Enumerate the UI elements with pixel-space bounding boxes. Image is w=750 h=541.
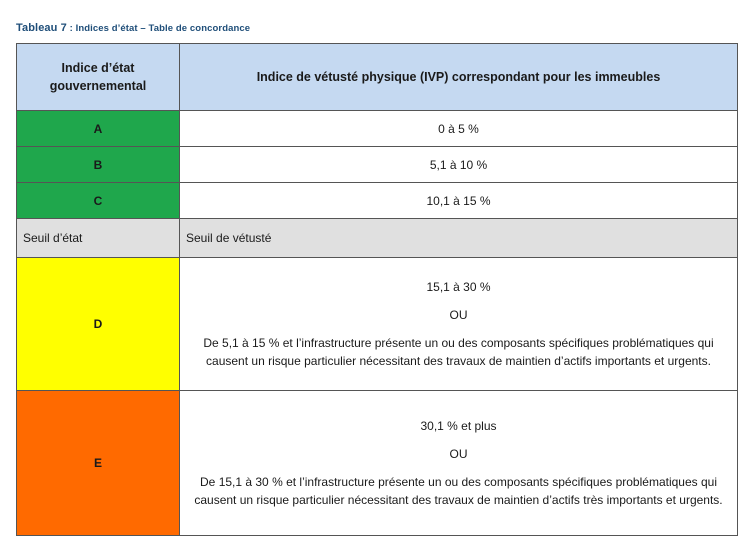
value-e-cell [180, 391, 738, 536]
grade-a-cell: A [17, 111, 180, 147]
table-row-c [17, 183, 738, 219]
value-c-cell: 10,1 à 15 % [180, 183, 738, 219]
grade-c-cell: C [17, 183, 180, 219]
threshold-state-cell: Seuil d’état [17, 219, 180, 258]
caption-separator: : [66, 23, 76, 34]
value-b-cell: 5,1 à 10 % [180, 147, 738, 183]
table-caption [16, 22, 250, 34]
table-row-b [17, 147, 738, 183]
table-row-e [17, 391, 738, 536]
d-or: OU [449, 308, 468, 322]
e-detail: De 15,1 à 30 % et l’infrastructure présente un ou des composants spécifiques problématiques qui causent un risque particulier nécessitant des travaux de maintien d’actifs très importants et urgents. [194, 475, 723, 507]
table-row-d [17, 258, 738, 391]
e-range: 30,1 % et plus [420, 419, 497, 433]
e-or: OU [449, 447, 468, 461]
d-range: 15,1 à 30 % [426, 280, 491, 294]
caption-label: Tableau 7 [16, 22, 67, 34]
grade-b-cell: B [17, 147, 180, 183]
header-row [17, 44, 738, 111]
table-row-a [17, 111, 738, 147]
grade-e-cell: E [17, 391, 180, 536]
caption-title: Indices d’état – Table de concordance [75, 23, 251, 34]
threshold-row [17, 219, 738, 258]
header-ivp: Indice de vétusté physique (IVP) correspondant pour les immeubles [180, 44, 738, 111]
threshold-vetuste-cell: Seuil de vétusté [180, 219, 738, 258]
header-government-index: Indice d’état gouvernemental [17, 44, 180, 111]
value-d-cell [180, 258, 738, 391]
grade-d-cell: D [17, 258, 180, 391]
d-detail: De 5,1 à 15 % et l’infrastructure présente un ou des composants spécifiques problématiques qui causent un risque particulier nécessitant des travaux de maintien d’actifs importants et urgents. [203, 336, 714, 368]
concordance-table [16, 43, 738, 536]
value-a-cell: 0 à 5 % [180, 111, 738, 147]
